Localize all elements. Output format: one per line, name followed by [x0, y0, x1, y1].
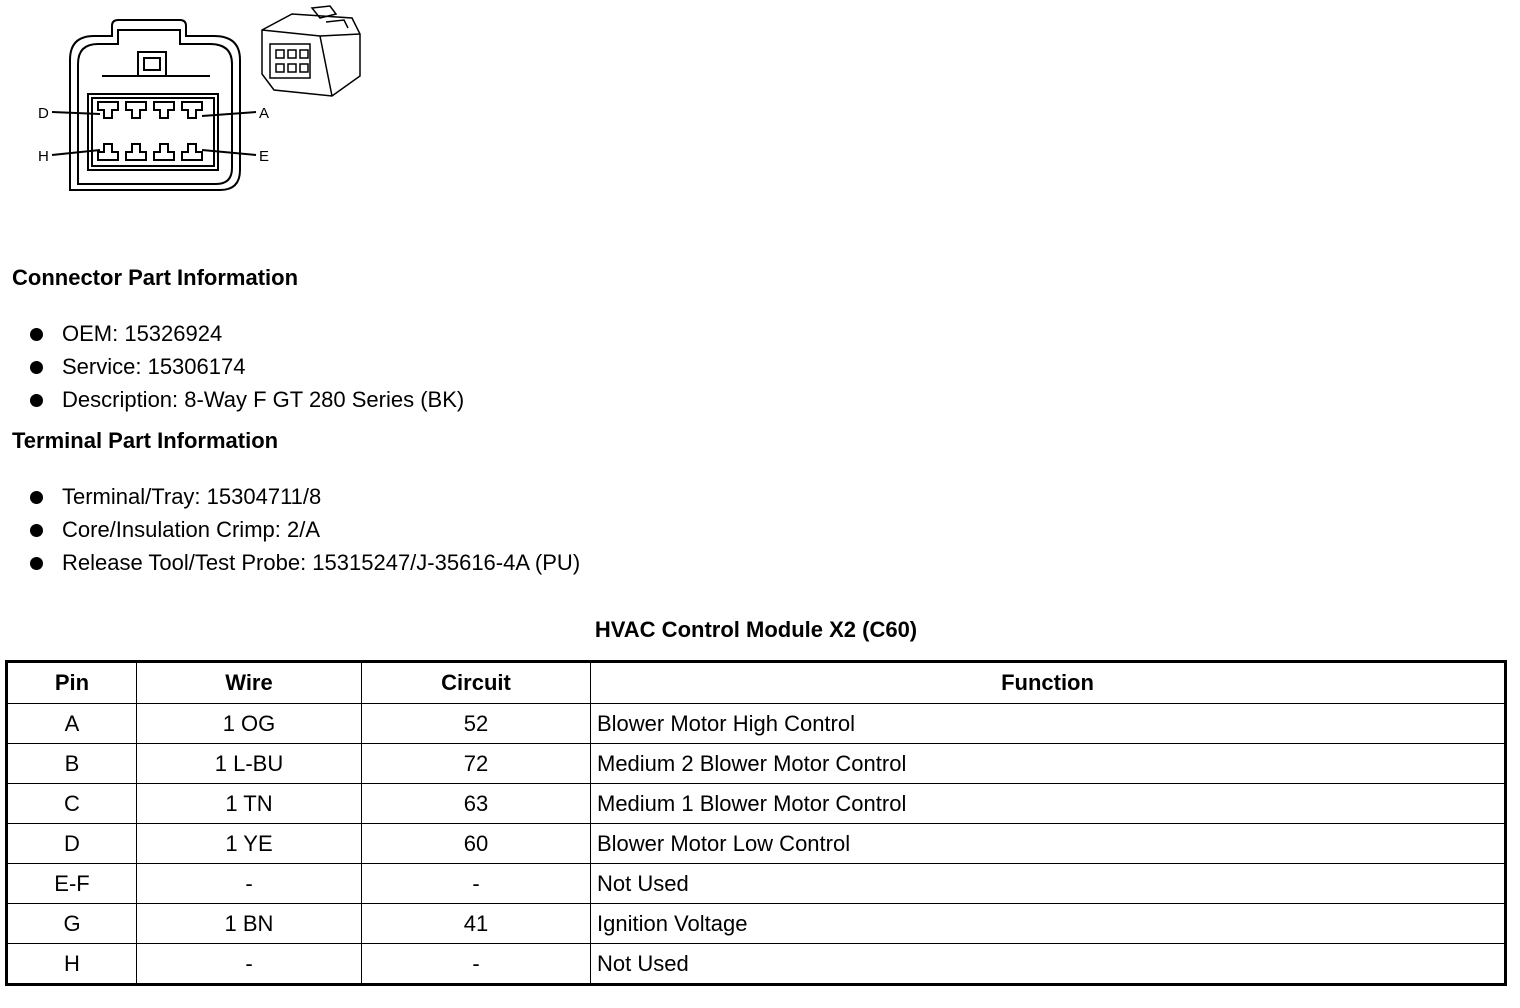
pin-label-h: H [38, 148, 49, 165]
cell-circuit: 63 [362, 784, 591, 824]
cell-circuit: 52 [362, 704, 591, 744]
terminal-info-title: Terminal Part Information [12, 428, 279, 453]
cell-function: Medium 2 Blower Motor Control [591, 744, 1506, 784]
header-function: Function [591, 662, 1506, 704]
cell-pin: G [7, 904, 137, 944]
cell-circuit: 41 [362, 904, 591, 944]
cell-wire: 1 YE [137, 824, 362, 864]
cell-pin: C [7, 784, 137, 824]
cell-pin: E-F [7, 864, 137, 904]
table-row [7, 944, 1506, 985]
cell-circuit: 72 [362, 744, 591, 784]
table-header-row [7, 662, 1506, 704]
table-row [7, 824, 1506, 864]
list-item: Core/Insulation Crimp: 2/A [30, 513, 580, 546]
pin-label-a: A [259, 105, 270, 122]
header-circuit: Circuit [362, 662, 591, 704]
cell-function: Blower Motor Low Control [591, 824, 1506, 864]
cell-pin: D [7, 824, 137, 864]
cell-wire: 1 L-BU [137, 744, 362, 784]
header-pin: Pin [7, 662, 137, 704]
cell-circuit: - [362, 864, 591, 904]
cell-circuit: 60 [362, 824, 591, 864]
cell-pin: H [7, 944, 137, 985]
table-row [7, 704, 1506, 744]
cell-function: Medium 1 Blower Motor Control [591, 784, 1506, 824]
list-item: Terminal/Tray: 15304711/8 [30, 480, 580, 513]
bullet-icon [30, 361, 43, 374]
pin-label-e: E [259, 148, 270, 165]
bullet-icon [30, 491, 43, 504]
cell-function: Ignition Voltage [591, 904, 1506, 944]
cell-wire: 1 OG [137, 704, 362, 744]
list-item: Release Tool/Test Probe: 15315247/J-35616-4A (PU) [30, 546, 580, 579]
connector-diagram [30, 0, 370, 200]
pin-label-d: D [38, 105, 49, 122]
table-row [7, 864, 1506, 904]
cell-wire: - [137, 944, 362, 985]
table-row [7, 744, 1506, 784]
connector-info-title: Connector Part Information [12, 265, 299, 290]
cell-pin: A [7, 704, 137, 744]
table-row [7, 784, 1506, 824]
list-item: Description: 8-Way F GT 280 Series (BK) [30, 383, 464, 416]
bullet-icon [30, 328, 43, 341]
cell-function: Not Used [591, 864, 1506, 904]
header-wire: Wire [137, 662, 362, 704]
cell-wire: 1 TN [137, 784, 362, 824]
bullet-icon [30, 557, 43, 570]
bullet-icon [30, 394, 43, 407]
cell-function: Blower Motor High Control [591, 704, 1506, 744]
bullet-icon [30, 524, 43, 537]
cell-wire: - [137, 864, 362, 904]
cell-function: Not Used [591, 944, 1506, 985]
connector-info-list [30, 317, 464, 416]
list-item: Service: 15306174 [30, 350, 464, 383]
list-item: OEM: 15326924 [30, 317, 464, 350]
cell-circuit: - [362, 944, 591, 985]
connector-3d-icon [262, 6, 360, 96]
table-title: HVAC Control Module X2 (C60) [594, 617, 918, 642]
pinout-table [5, 660, 1507, 986]
cell-wire: 1 BN [137, 904, 362, 944]
table-row [7, 904, 1506, 944]
terminal-info-list [30, 480, 580, 579]
cell-pin: B [7, 744, 137, 784]
